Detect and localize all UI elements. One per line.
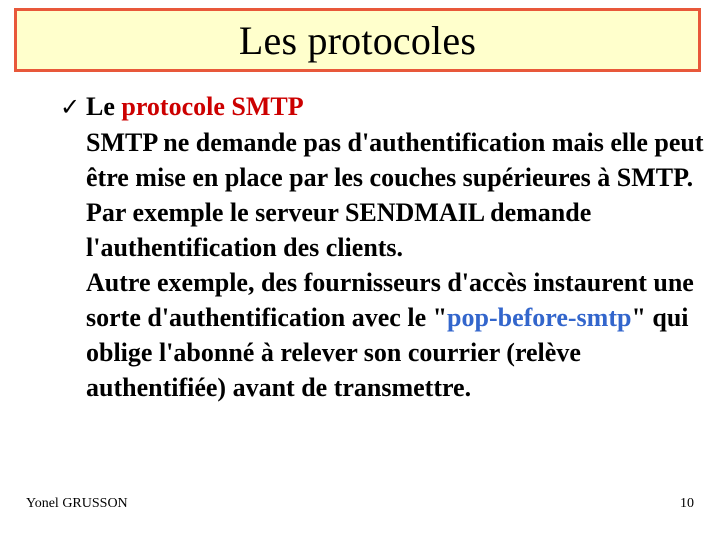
paragraph-2	[86, 265, 710, 405]
paragraph-1: SMTP ne demande pas d'authentification mais elle peut être mise en place par les couches supérieures à SMTP. Par exemple le serveur SENDMAIL demande l'authentification des clients.	[86, 128, 704, 262]
page-number: 10	[680, 496, 694, 511]
body-text	[86, 125, 710, 405]
slide-title: Les protocoles	[238, 17, 477, 63]
pop-before-smtp-term: pop-before-smtp	[447, 303, 632, 332]
slide-content	[60, 90, 710, 405]
bullet-highlight: protocole SMTP	[121, 92, 304, 121]
footer-author: Yonel GRUSSON	[26, 496, 128, 511]
bullet-prefix: Le	[86, 92, 115, 121]
title-box	[14, 8, 701, 72]
paragraph-2-before: Autre exemple, des fournisseurs d'accès instaurent une sorte d'authentification avec le "	[86, 268, 694, 332]
bullet-heading	[60, 90, 710, 125]
paragraph-2-after: " qui oblige l'abonné à relever son courrier (relève authentifiée) avant de transmettre.	[86, 303, 689, 402]
checkmark-icon: ✓	[60, 95, 81, 121]
